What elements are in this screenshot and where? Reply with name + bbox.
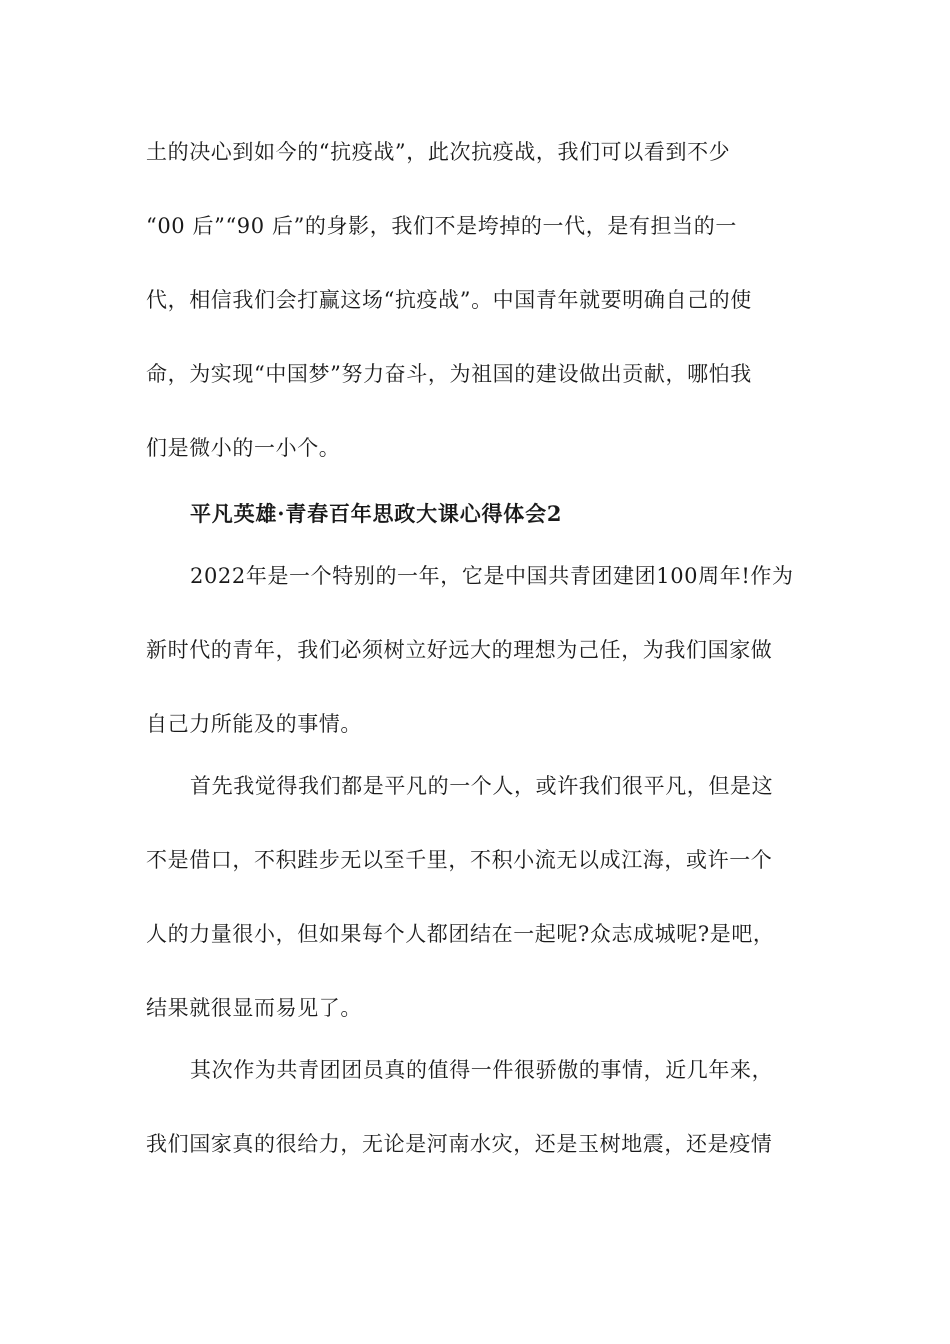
- paragraph-line: 首先我觉得我们都是平凡的一个人，或许我们很平凡，但是这: [190, 774, 774, 798]
- paragraph-line: 人的力量很小，但如果每个人都团结在一起呢?众志成城呢?是吧，: [146, 922, 775, 946]
- paragraph-line: 不是借口，不积跬步无以至千里，不积小流无以成江海，或许一个: [146, 848, 773, 872]
- paragraph-line: 命，为实现“中国梦”努力奋斗，为祖国的建设做出贡献，哪怕我: [146, 362, 752, 386]
- paragraph-line: 我们国家真的很给力，无论是河南水灾，还是玉树地震，还是疫情: [146, 1132, 773, 1156]
- section-heading: 平凡英雄·青春百年思政大课心得体会2: [190, 501, 563, 526]
- paragraph-line: “00 后”“90 后”的身影，我们不是垮掉的一代，是有担当的一: [146, 214, 737, 238]
- paragraph-line: 代，相信我们会打赢这场“抗疫战”。中国青年就要明确自己的使: [146, 288, 752, 312]
- paragraph-line: 其次作为共青团团员真的值得一件很骄傲的事情，近几年来，: [190, 1058, 774, 1082]
- paragraph-line: 2022年是一个特别的一年，它是中国共青团建团100周年!作为: [190, 564, 794, 588]
- paragraph-line: 新时代的青年，我们必须树立好远大的理想为己任，为我们国家做: [146, 638, 773, 662]
- paragraph-line: 自己力所能及的事情。: [146, 712, 362, 736]
- paragraph-line: 们是微小的一小个。: [146, 436, 341, 460]
- paragraph-line: 土的决心到如今的“抗疫战”，此次抗疫战，我们可以看到不少: [146, 140, 731, 164]
- paragraph-line: 结果就很显而易见了。: [146, 996, 362, 1020]
